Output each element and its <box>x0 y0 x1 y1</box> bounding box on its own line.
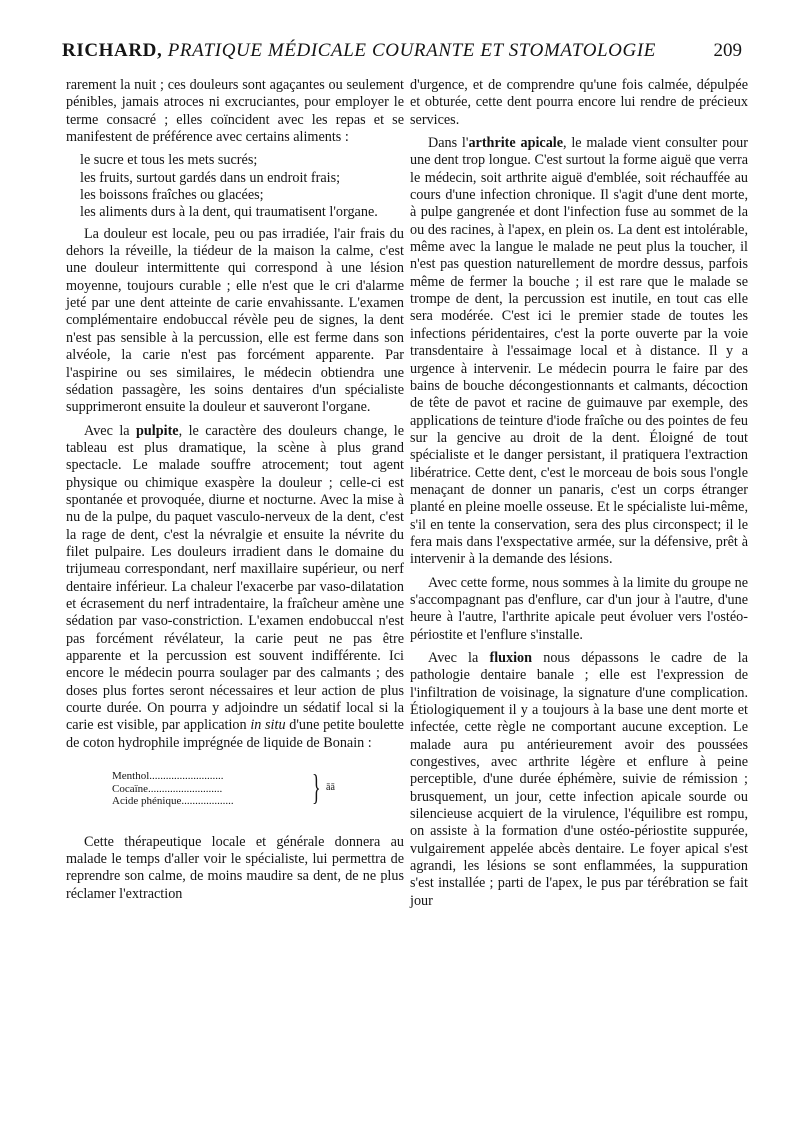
p2-body: , le malade vient consulter pour une dent trop longue. C'est surtout la forme aiguë que verra le médecin, soit arthrite aiguë d'emblée, soit réchauffée au cours d'une infection chronique. Il s'agit d'une dent morte, à pulpe gangrenée et dont l'infection fuse au sommet de la ou des racines, à l'apex, en plein os. La dent est intolérable, même avec la langue le malade ne peut plus la toucher, il n'est pas question naturellement de mordre dessus, parfois même de fermer la bouche ; il est rare que le malade se trompe de dent, la percussion est inutile, en tout cas elle sera modérée. C'est ici le premier stade de toutes les infections péridentaires, c'est la porte ouverte par la voie transdentaire à l'essaimage local et à distance. Il y a urgence à intervenir. Le médecin pourra le faire par des bains de bouche décongestionnants et calmants, décoction de tête de pavot et racine de guimauve par exemple, des applications de teinture d'iode fraîche ou des pointes de feu sur la gencive au droit de la dent. Éloigné de tout spécialiste et le danger persistant, il pratiquera l'extraction libératrice. Cette dent, c'est le morceau de bois sous l'ongle menaçant de donner un panaris, c'est un corps étranger planté en pleine moelle osseuse. Et le spécialiste lui-même, s'il en tente la conservation, sera des plus circonspect; il le fera mais dans l'exspectative armée, sur la défensive, prêt à intervenir à la demande des lésions. <box>410 135 748 568</box>
p2-intro: Dans l' <box>428 135 469 152</box>
left-paragraph-3 <box>66 423 404 753</box>
header-author: RICHARD <box>62 40 157 61</box>
list-item: les aliments durs à la dent, qui traumatisent l'organe. <box>80 204 378 221</box>
formula-brace: } <box>312 767 321 808</box>
formula-row-acide: Acide phénique................... <box>112 795 234 808</box>
p3-end: d'une petite boulette de coton hydrophile imprégnée de liquide de Bonain : <box>66 717 404 751</box>
bonain-formula <box>112 767 362 808</box>
right-paragraph-3: Avec cette forme, nous sommes à la limite du groupe ne s'accompagnant pas d'enflure, car d'un jour à l'autre, d'une heure à l'autre, l'arthrite apicale peut évoluer vers l'ostéo-périostite et l'enflure s'installe. <box>410 574 748 643</box>
header-book-title: PRATIQUE MÉDICALE COURANTE ET STOMATOLOGIE <box>167 40 656 61</box>
term-pulpite: pulpite <box>136 422 179 439</box>
running-header <box>62 40 742 76</box>
p3-body: , le caractère des douleurs change, le tableau est plus dramatique, la scène à plus grand spectacle. Le malade souffre atrocement; tout agent physique ou chimique exaspère la douleur ; celle-ci est spontanée et provoquée, diurne et nocturne. Avec la mise à nu de la pulpe, du paquet vasculo-nerveux de la dent, c'est la rage de dent, c'est la névralgie et ensuite la névrite du filet pulpaire. Les douleurs irradient dans le domaine du trijumeau correspondant, nerf maxillaire supérieur, ou nerf dentaire inférieur. La chaleur l'exacerbe par vaso-dilatation et écrasement du nerf intradentaire, la fraîcheur amène une sédation par vaso-constriction. L'examen endobuccal n'est pas forcément révélateur, la carie peut ne pas être apparente et la percussion est souvent indifférente. Ici encore le médecin pourra soulager par des calmants ; des doses plus fortes seront nécessaires et leur action de plus courte durée. On pourra y adjoindre un sédatif local si la carie est visible, par application <box>66 422 404 734</box>
header-title <box>62 40 656 62</box>
right-paragraph-2 <box>410 135 748 569</box>
formula-row-cocaine: Cocaïne........................... <box>112 782 223 795</box>
left-paragraph-2: La douleur est locale, peu ou pas irradiée, l'air frais du dehors la réveille, la tiédeur de la maison la calme, c'est une douleur intermittente qui correspond à une lésion moyenne, toujours curable ; elle n'est que le cri d'alarme jeté par une dent atteinte de carie envahissante. L'examen complémentaire endobuccal révèle peu de signes, la dent n'est pas sensible à la percussion, elle est ferme dans son alvéole, la carie n'est pas forcément apparente. Par l'aspirine ou ses similaires, le médecin obtiendra une sédation passagère, les soins dentaires d'un spécialiste supprimeront ensuite la douleur et sauveront l'organe. <box>66 225 404 416</box>
page-number: 209 <box>713 40 742 61</box>
right-column <box>410 77 748 916</box>
list-item: les boissons fraîches ou glacées; <box>80 187 264 204</box>
list-item: les fruits, surtout gardés dans un endroit frais; <box>80 169 341 186</box>
right-paragraph-4 <box>410 650 748 910</box>
header-separator: , <box>156 40 163 61</box>
left-paragraph-4: Cette thérapeutique locale et générale donnera au malade le temps d'aller voir le spécialiste, lui permettra de reprendre son calme, de moins maudire sa dent, de ne plus réclamer l'extraction <box>66 833 404 902</box>
right-paragraph-1: d'urgence, et de comprendre qu'une fois calmée, dépulpée et obturée, cette dent pourra encore lui rendre de précieux services. <box>410 77 748 128</box>
aliment-list <box>66 152 404 221</box>
formula-row-menthol: Menthol........................... <box>112 770 224 783</box>
left-column <box>66 77 404 909</box>
term-arthrite-apicale: arthrite apicale <box>468 135 564 152</box>
p4-intro: Avec la <box>428 650 490 666</box>
left-paragraph-1: rarement la nuit ; ces douleurs sont agaçantes ou seulement pénibles, jamais atroces ni excruciantes, pour employer le terme consacré ; elles coïncident avec les repas et se manifestent de préférence avec certains aliments : <box>66 77 404 146</box>
p4-body: nous dépassons le cadre de la pathologie dentaire banale ; elle est l'expression de l'infiltration de voisinage, la signature d'une complication. Étiologiquement il y a toujours à la base une dent morte et infectée, cette règle ne comportant aucune exception. Le malade aura pu antérieurement avoir des poussées congestives, avec arthrite légère et enflure à peine perceptible, d'une durée éphémère, suivie de rémission ; brusquement, un jour, cette infection apicale sourde ou silencieuse acquiert de la virulence, l'équilibre est rompu, on assiste à la formation d'une ostéo-périostite suppurée, vulgairement appelée abcès dentaire. Le foyer apical s'est agrandi, les lésions se sont enflammées, la suppuration s'est installée ; parti de l'apex, le pus par térébration se fait jour <box>410 650 748 909</box>
list-item: le sucre et tous les mets sucrés; <box>80 152 258 169</box>
latin-in-situ: in situ <box>250 717 286 734</box>
p3-intro: Avec la <box>84 422 137 439</box>
formula-dose: āā <box>326 782 335 794</box>
term-fluxion: fluxion <box>489 650 533 666</box>
